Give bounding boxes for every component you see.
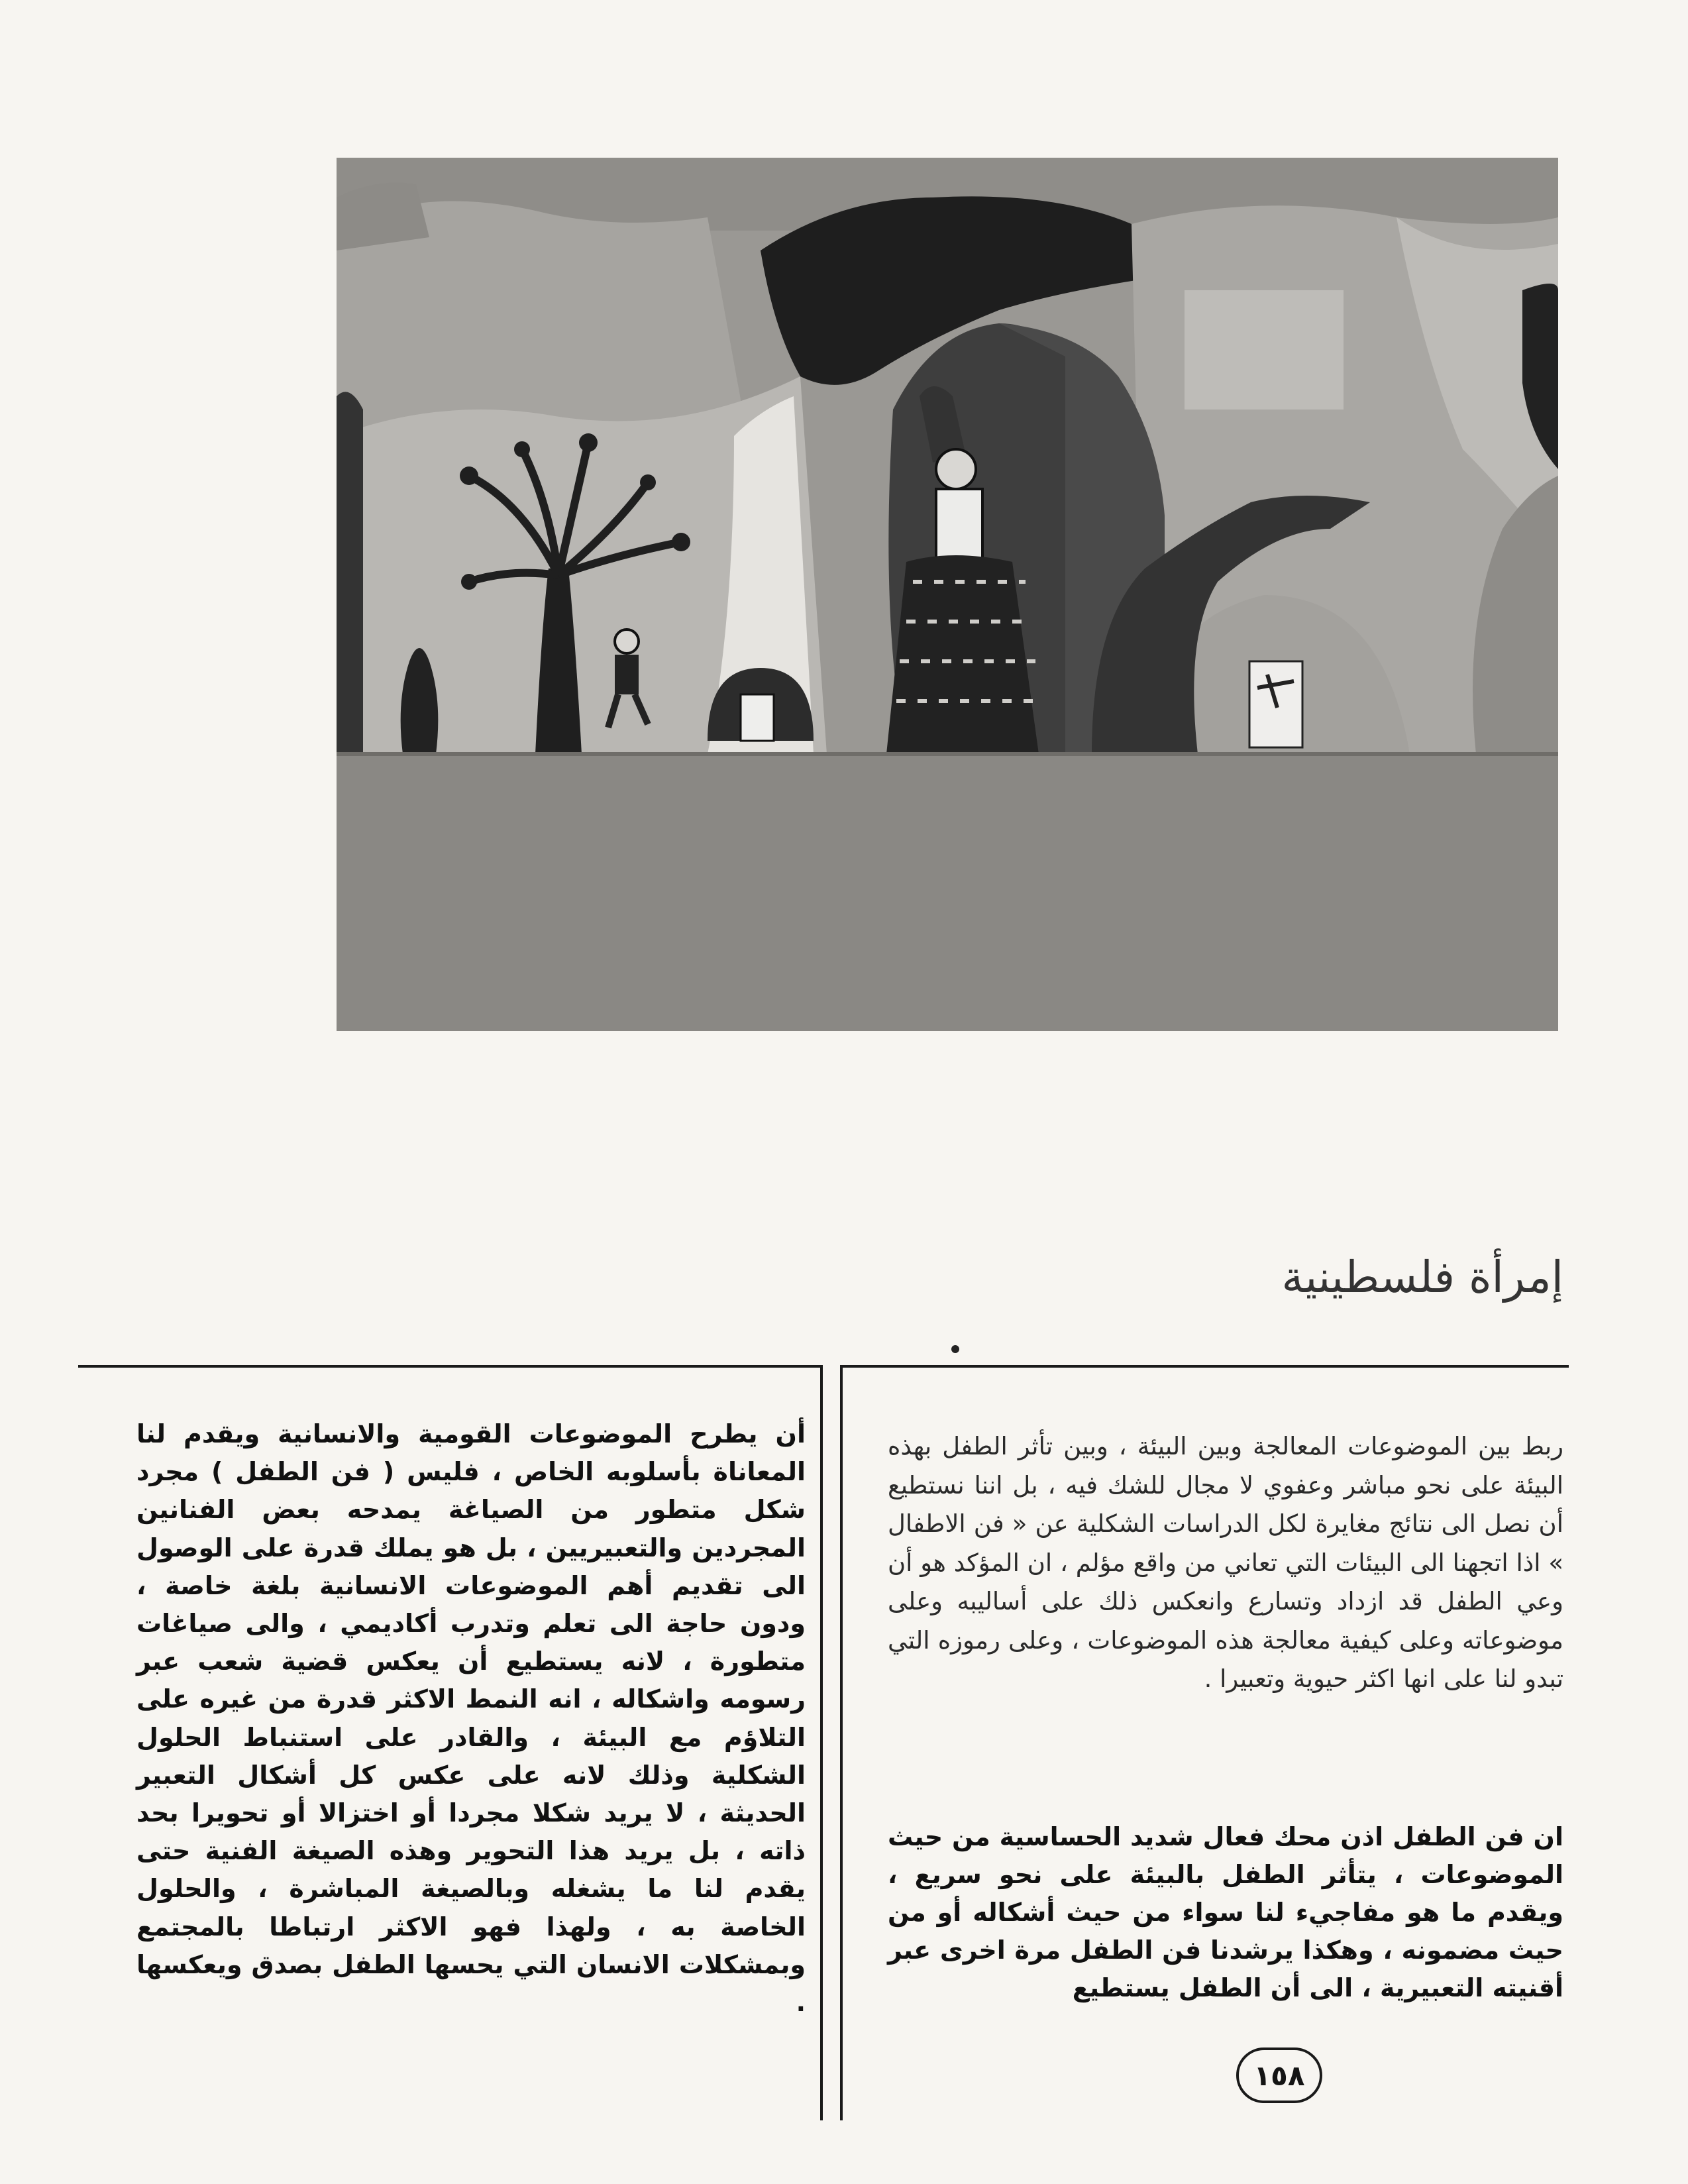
- child-drawing-image: [337, 158, 1558, 1031]
- paragraph: ربط بين الموضوعات المعالجة وبين البيئة ، وبين تأثر الطفل بهذه البيئة على نحو مباشر وعفوي لا مجال للشك فيه ، بل اننا نستطيع أن نصل الى نتائج مغايرة لكل الدراسات الشكلية عن « فن الاطفال » اذا اتجهنا الى البيئات التي تعاني من واقع مؤلم ، ان المؤكد هو أن وعي الطفل قد ازداد وتسارع وانعكس ذلك على أساليبه وعلى موضوعاته وعلى كيفية معالجة هذه الموضوعات ، وعلى رموزه التي تبدو لنا على انها اكثر حيوية وتعبيرا .: [888, 1432, 1563, 1693]
- drawing-canvas: [337, 158, 1558, 1031]
- house-faint: [1185, 290, 1344, 410]
- text-column-left: [78, 1365, 823, 2120]
- ground: [337, 754, 1558, 1031]
- paragraph-bold: ان فن الطفل اذن محك فعال شديد الحساسية من حيث الموضوعات ، يتأثر الطفل بالبيئة على نحو سريع ، ويقدم ما هو مفاجيء لنا سواء من حيث أشكاله أو من حيث مضمونه ، وهكذا يرشدنا فن الطفل مرة اخرى عبر أقنيته التعبيرية ، الى أن الطفل يستطيع: [888, 1822, 1563, 2002]
- artwork-caption: إمرأة فلسطينية: [1281, 1252, 1563, 1303]
- text-column-right: [840, 1365, 1569, 2120]
- page-number: ١٥٨: [1236, 2048, 1322, 2103]
- edge-left: [337, 392, 363, 754]
- divider-dot: [951, 1345, 959, 1353]
- paragraph-bold: أن يطرح الموضوعات القومية والانسانية ويقدم لنا المعاناة بأسلوبه الخاص ، فليس ( فن الطفل ) مجرد شكل متطور من الصياغة يمدحه بعض الفنانين المجردين والتعبيريين ، بل هو يملك قدرة على الوصول الى تقديم أهم الموضوعات الانسانية بلغة خاصة ، ودون حاجة الى تعلم وتدرب أكاديمي ، والى صياغات متطورة ، لانه يستطيع أن يعكس قضية شعب عبر رسومه واشكاله ، انه النمط الاكثر قدرة من غيره على التلاؤم مع البيئة ، والقادر على استنباط الحلول الشكلية وذلك لانه على عكس كل أشكال التعبير الحديثة ، لا يريد شكلا مجردا أو اختزالا أو تحويرا بحد ذاته ، بل يريد هذا التحوير وهذه الصيغة الفنية حتى يقدم لنا ما يشغله وبالصيغة المباشرة ، والحلول الخاصة به ، ولهذا فهو الاكثر ارتباطا بالمجتمع وبمشكلات الانسان التي يحسها الطفل بصدق ويعكسها .: [136, 1419, 806, 2018]
